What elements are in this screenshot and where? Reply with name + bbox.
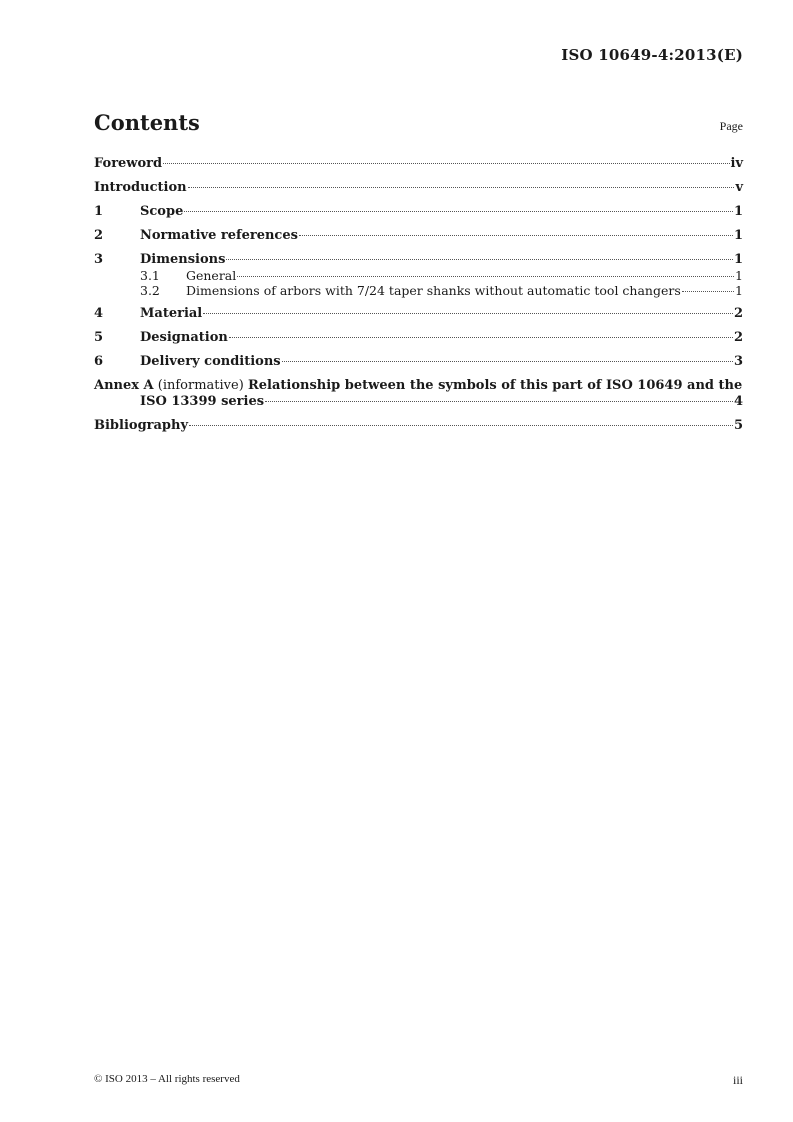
toc-subentry-number: 3.1 (140, 268, 160, 283)
page-title: Contents (94, 110, 200, 135)
toc-entry-label: Normative references (140, 228, 298, 243)
toc-entry-annex-a[interactable] (94, 378, 743, 410)
page-footer (94, 1073, 743, 1088)
dot-leader (282, 361, 733, 362)
toc-entry-page: 1 (733, 252, 743, 267)
document-id: ISO 10649-4:2013(E) (561, 46, 743, 64)
toc-entry-label: Designation (140, 330, 228, 345)
toc-entry-number: 3 (94, 252, 104, 267)
dot-leader (229, 337, 733, 338)
toc-entry-material[interactable] (94, 306, 743, 322)
toc-entry-introduction[interactable] (94, 180, 743, 196)
toc-subentry-page: 1 (735, 268, 743, 283)
toc-entry-number: 4 (94, 306, 104, 321)
toc-entry-label: Scope (140, 204, 184, 219)
dot-leader (265, 401, 733, 402)
toc-entry-label: Introduction (94, 180, 187, 195)
dot-leader (237, 276, 734, 277)
toc-entry-normative-references[interactable] (94, 228, 743, 244)
toc-entry-designation[interactable] (94, 330, 743, 346)
toc-entry-page: 2 (733, 330, 743, 345)
toc-entry-foreword[interactable] (94, 156, 743, 172)
toc-entry-delivery-conditions[interactable] (94, 354, 743, 370)
annex-title-part-2: ISO 13399 series (140, 394, 265, 409)
toc-entry-page: iv (730, 156, 743, 171)
table-of-contents (94, 156, 743, 442)
contents-header (94, 110, 743, 135)
toc-entry-number: 6 (94, 354, 104, 369)
toc-entry-page: 1 (733, 204, 743, 219)
dot-leader (188, 187, 735, 188)
toc-entry-label: Delivery conditions (140, 354, 281, 369)
page-column-label: Page (719, 119, 743, 133)
toc-entry-page: 5 (733, 418, 743, 433)
toc-entry-scope[interactable] (94, 204, 743, 220)
dot-leader (682, 291, 734, 292)
annex-type: (informative) (157, 378, 244, 393)
dot-leader (299, 235, 733, 236)
toc-entry-number: 5 (94, 330, 104, 345)
annex-title-line-2 (94, 394, 743, 410)
toc-subentry-number: 3.2 (140, 283, 160, 298)
toc-entry-page: 3 (733, 354, 743, 369)
copyright-notice: © ISO 2013 – All rights reserved (94, 1073, 240, 1085)
annex-title-line-1 (94, 378, 743, 394)
toc-subentry-dimensions-arbors[interactable] (94, 283, 743, 298)
toc-entry-page: 4 (733, 394, 743, 409)
dot-leader (203, 313, 733, 314)
dot-leader (189, 425, 733, 426)
toc-entry-label: Material (140, 306, 203, 321)
page-number: iii (732, 1073, 743, 1087)
toc-entry-page: 2 (733, 306, 743, 321)
toc-entry-number: 2 (94, 228, 104, 243)
toc-subentry-general[interactable] (94, 268, 743, 283)
toc-subentry-page: 1 (735, 283, 743, 298)
dot-leader (163, 163, 729, 164)
toc-subentry-label: General (186, 268, 237, 283)
annex-title-part-1: Relationship between the symbols of this part of ISO 10649 and the (247, 378, 743, 393)
toc-entry-page: v (735, 180, 743, 195)
annex-prefix: Annex A (94, 378, 154, 393)
toc-entry-dimensions[interactable] (94, 252, 743, 268)
toc-entry-number: 1 (94, 204, 104, 219)
toc-entry-bibliography[interactable] (94, 418, 743, 434)
dot-leader (226, 259, 733, 260)
toc-entry-page: 1 (733, 228, 743, 243)
toc-entry-label: Bibliography (94, 418, 189, 433)
toc-subentry-label: Dimensions of arbors with 7/24 taper shanks without automatic tool changers (186, 283, 681, 298)
toc-entry-label: Foreword (94, 156, 163, 171)
dot-leader (184, 211, 733, 212)
toc-entry-label: Dimensions (140, 252, 226, 267)
